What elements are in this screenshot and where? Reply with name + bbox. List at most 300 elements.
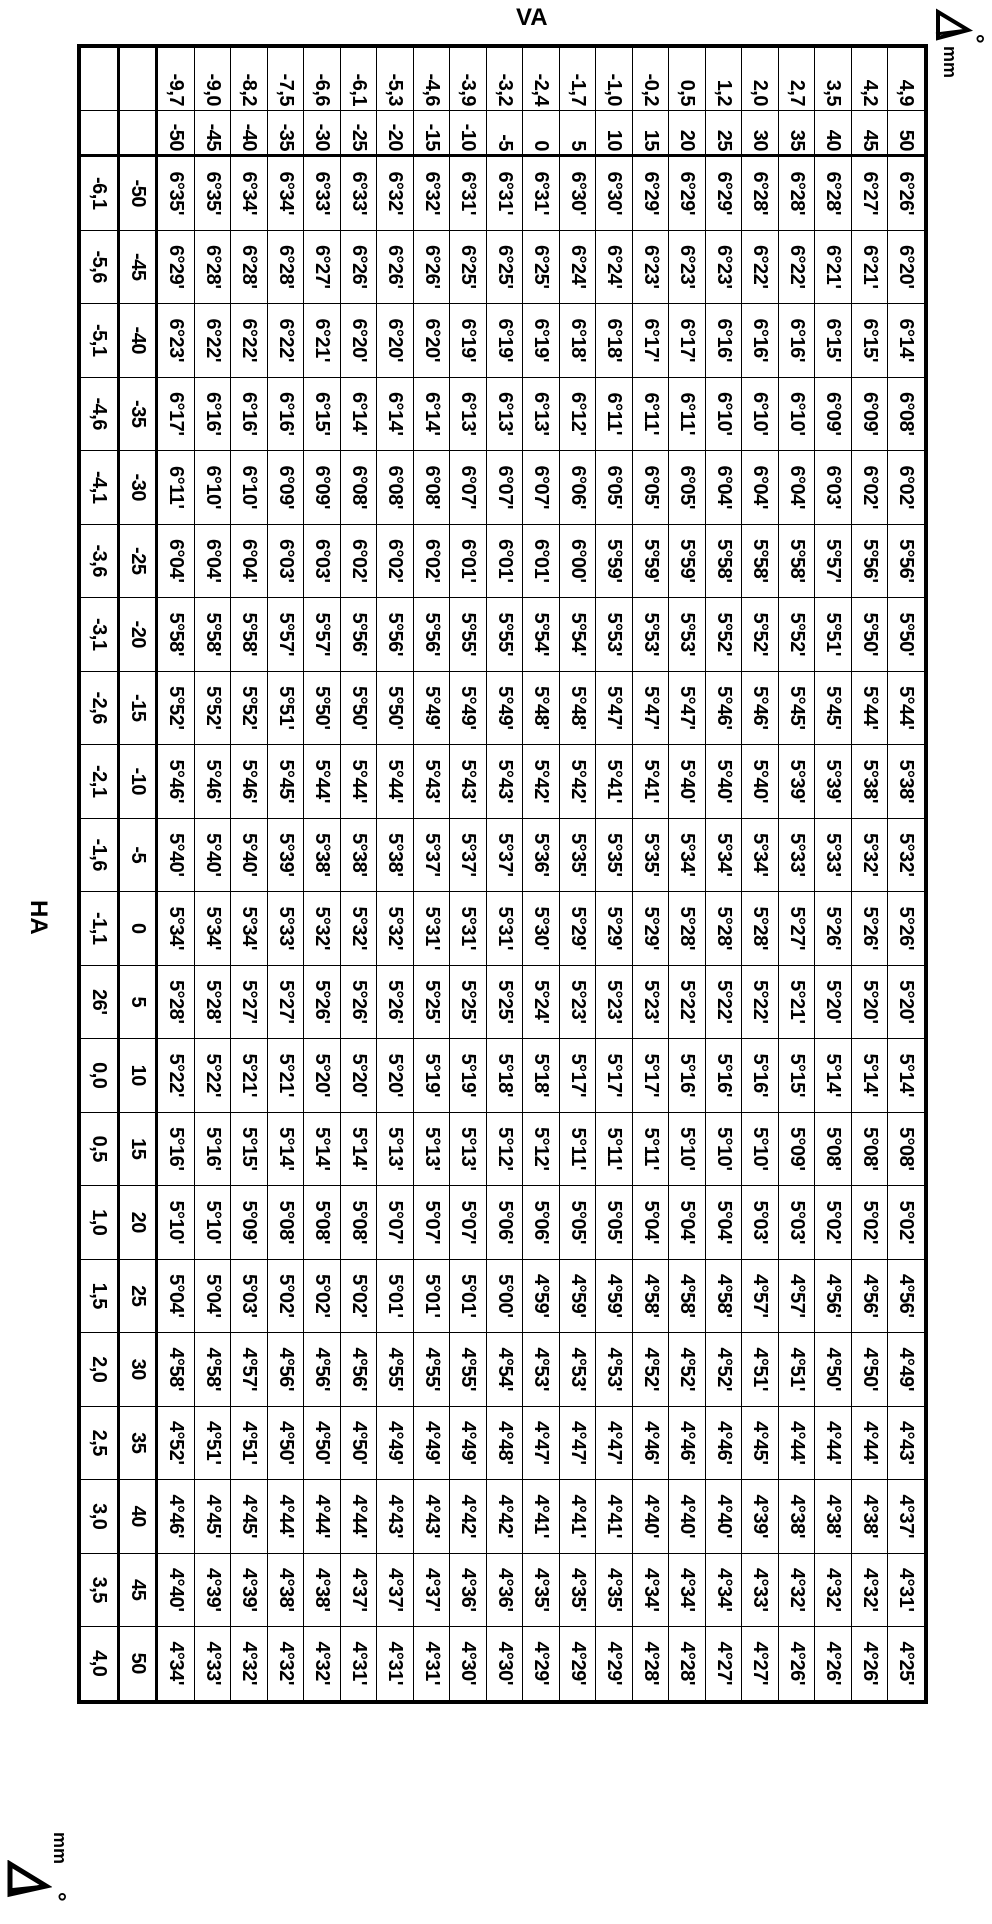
angle-cell: 5°15' [231,1112,268,1186]
angle-cell: 5°22' [742,965,779,1039]
angle-cell: 6°04' [742,451,779,525]
angle-cell: 4°51' [779,1333,816,1407]
angle-cell: 4°26' [852,1627,889,1702]
angle-cell: 6°02' [414,524,451,598]
angle-cell: 4°51' [231,1406,268,1480]
ha-mm-cell: 10 [119,1039,158,1113]
ha-degree-cell: 1,0 [80,1186,119,1260]
angle-cell: 6°23' [633,230,670,304]
angle-cell: 6°22' [779,230,816,304]
angle-cell: 5°12' [523,1112,560,1186]
angle-cell: 5°09' [779,1112,816,1186]
va-mm-cell: -45 [195,111,232,156]
angle-cell: 4°44' [852,1406,889,1480]
angle-cell: 6°02' [852,451,889,525]
angle-cell: 5°56' [341,598,378,672]
angle-cell: 6°19' [487,304,524,378]
angle-cell: 5°12' [487,1112,524,1186]
angle-cell: 6°09' [268,451,305,525]
angle-cell: 4°38' [268,1553,305,1627]
angle-cell: 4°25' [888,1627,926,1702]
va-mm-cell: -20 [377,111,414,156]
angle-cell: 5°55' [450,598,487,672]
angle-cell: 5°35' [633,818,670,892]
angle-cell: 4°44' [304,1480,341,1554]
angle-cell: 4°39' [231,1553,268,1627]
angle-cell: 5°34' [195,892,232,966]
angle-cell: 5°17' [596,1039,633,1113]
va-degree-cell: -1,7 [560,46,597,111]
angle-cell: 5°29' [596,892,633,966]
angle-cell: 4°32' [852,1553,889,1627]
angle-cell: 5°08' [852,1112,889,1186]
angle-cell: 6°02' [888,451,926,525]
angle-cell: 5°04' [669,1186,706,1260]
ha-mm-cell: 25 [119,1259,158,1333]
angle-cell: 6°29' [633,156,670,231]
angle-cell: 4°52' [706,1333,743,1407]
angle-cell: 4°38' [852,1480,889,1554]
angle-cell: 4°49' [414,1406,451,1480]
angle-cell: 5°40' [195,818,232,892]
angle-cell: 5°46' [231,745,268,819]
empty-cell [80,111,119,156]
angle-cell: 6°21' [815,230,852,304]
angle-cell: 4°52' [633,1333,670,1407]
angle-cell: 5°11' [596,1112,633,1186]
va-degree-cell: -6,6 [304,46,341,111]
angle-cell: 6°14' [414,377,451,451]
angle-cell: 4°29' [560,1627,597,1702]
angle-cell: 5°38' [377,818,414,892]
angle-cell: 6°16' [195,377,232,451]
angle-cell: 6°14' [888,304,926,378]
va-mm-cell: -35 [268,111,305,156]
angle-cell: 4°56' [341,1333,378,1407]
angle-cell: 5°44' [304,745,341,819]
angle-cell: 6°02' [341,524,378,598]
va-mm-cell: 30 [742,111,779,156]
angle-cell: 5°19' [450,1039,487,1113]
angle-cell: 5°04' [633,1186,670,1260]
angle-cell: 5°20' [888,965,926,1039]
va-mm-cell: 0 [523,111,560,156]
angle-cell: 6°21' [852,230,889,304]
angle-cell: 6°04' [706,451,743,525]
angle-cell: 5°36' [523,818,560,892]
angle-cell: 5°46' [742,671,779,745]
angle-cell: 5°25' [487,965,524,1039]
empty-cell [119,46,158,111]
angle-cell: 5°58' [157,598,195,672]
angle-cell: 5°16' [706,1039,743,1113]
angle-cell: 5°26' [815,892,852,966]
angle-cell: 5°45' [779,671,816,745]
va-mm-cell: -5 [487,111,524,156]
ha-mm-cell: 50 [119,1627,158,1702]
ha-degree-cell: 3,5 [80,1553,119,1627]
angle-cell: 4°55' [450,1333,487,1407]
angle-cell: 4°45' [742,1406,779,1480]
table-row [341,46,378,1702]
angle-cell: 6°00' [560,524,597,598]
va-mm-cell: 45 [852,111,889,156]
angle-cell: 5°13' [414,1112,451,1186]
va-degree-cell: -3,9 [450,46,487,111]
angle-cell: 5°45' [268,745,305,819]
angle-cell: 4°32' [779,1553,816,1627]
ha-degree-cell: -1,1 [80,892,119,966]
angle-cell: 6°26' [888,156,926,231]
angle-cell: 5°05' [596,1186,633,1260]
angle-cell: 5°20' [304,1039,341,1113]
angle-cell: 6°04' [231,524,268,598]
angle-cell: 4°46' [706,1406,743,1480]
angle-cell: 5°49' [487,671,524,745]
angle-cell: 4°26' [815,1627,852,1702]
angle-cell: 5°34' [157,892,195,966]
angle-cell: 4°39' [195,1553,232,1627]
va-degree-cell: 4,9 [888,46,926,111]
ha-mm-cell: 30 [119,1333,158,1407]
angle-cell: 6°30' [560,156,597,231]
va-degree-cell: 0,5 [669,46,706,111]
angle-cell: 6°29' [706,156,743,231]
angle-cell: 6°28' [268,230,305,304]
ha-mm-cell: 5 [119,965,158,1039]
angle-cell: 6°10' [706,377,743,451]
angle-cell: 5°21' [779,965,816,1039]
ha-degree-cell: 0,5 [80,1112,119,1186]
angle-cell: 4°35' [596,1553,633,1627]
angle-cell: 5°06' [523,1186,560,1260]
angle-cell: 4°37' [888,1480,926,1554]
angle-cell: 6°06' [560,451,597,525]
table-row [815,46,852,1702]
ha-mm-cell: 35 [119,1406,158,1480]
angle-cell: 5°59' [633,524,670,598]
angle-cell: 6°23' [669,230,706,304]
angle-cell: 6°20' [414,304,451,378]
angle-cell: 6°09' [852,377,889,451]
angle-cell: 5°02' [852,1186,889,1260]
angle-cell: 5°55' [487,598,524,672]
empty-cell [119,111,158,156]
prism-angle-table [78,44,929,1704]
angle-cell: 4°35' [560,1553,597,1627]
ha-degree-cell: -1,6 [80,818,119,892]
table-row [268,46,305,1702]
angle-cell: 6°28' [779,156,816,231]
ha-degree-cell: -3,6 [80,524,119,598]
angle-cell: 4°47' [596,1406,633,1480]
angle-cell: 6°07' [450,451,487,525]
angle-cell: 4°47' [523,1406,560,1480]
angle-cell: 5°52' [195,671,232,745]
angle-cell: 5°16' [157,1112,195,1186]
angle-cell: 5°03' [779,1186,816,1260]
ha-mm-row [119,46,158,1702]
angle-cell: 5°02' [304,1259,341,1333]
angle-cell: 5°57' [268,598,305,672]
angle-cell: 6°05' [633,451,670,525]
angle-cell: 5°58' [706,524,743,598]
va-degree-cell: -1,0 [596,46,633,111]
angle-cell: 4°58' [157,1333,195,1407]
angle-cell: 6°09' [304,451,341,525]
angle-cell: 5°38' [304,818,341,892]
angle-cell: 5°07' [450,1186,487,1260]
angle-cell: 5°47' [633,671,670,745]
va-degree-cell: 4,2 [852,46,889,111]
angle-cell: 4°31' [888,1553,926,1627]
angle-cell: 5°56' [888,524,926,598]
angle-cell: 4°40' [157,1553,195,1627]
angle-cell: 6°15' [815,304,852,378]
angle-cell: 5°50' [341,671,378,745]
angle-cell: 5°05' [560,1186,597,1260]
angle-cell: 4°31' [377,1627,414,1702]
table-row [304,46,341,1702]
angle-cell: 6°01' [487,524,524,598]
va-degree-cell: 2,0 [742,46,779,111]
angle-cell: 4°59' [596,1259,633,1333]
angle-cell: 5°46' [157,745,195,819]
angle-cell: 4°43' [888,1406,926,1480]
angle-cell: 5°34' [706,818,743,892]
angle-cell: 4°29' [523,1627,560,1702]
angle-cell: 4°45' [195,1480,232,1554]
angle-cell: 6°22' [742,230,779,304]
angle-cell: 5°38' [852,745,889,819]
angle-cell: 6°04' [157,524,195,598]
angle-cell: 6°26' [414,230,451,304]
angle-cell: 4°57' [742,1259,779,1333]
angle-cell: 4°58' [706,1259,743,1333]
angle-cell: 5°37' [414,818,451,892]
angle-cell: 5°53' [669,598,706,672]
angle-cell: 5°10' [157,1186,195,1260]
angle-cell: 4°46' [157,1480,195,1554]
ha-mm-cell: 45 [119,1553,158,1627]
angle-cell: 5°46' [706,671,743,745]
corner-legend-top [930,8,990,98]
angle-cell: 5°03' [231,1259,268,1333]
angle-cell: 5°58' [195,598,232,672]
ha-degree-cell: 0,0 [80,1039,119,1113]
angle-cell: 4°32' [231,1627,268,1702]
angle-cell: 5°58' [231,598,268,672]
angle-cell: 6°33' [341,156,378,231]
angle-cell: 4°27' [742,1627,779,1702]
angle-cell: 6°35' [157,156,195,231]
table-row [742,46,779,1702]
va-mm-cell: 10 [596,111,633,156]
va-degree-cell: -0,2 [633,46,670,111]
angle-cell: 5°14' [852,1039,889,1113]
angle-cell: 5°38' [341,818,378,892]
angle-cell: 5°44' [341,745,378,819]
angle-cell: 5°02' [888,1186,926,1260]
ha-mm-cell: 20 [119,1186,158,1260]
angle-cell: 4°44' [268,1480,305,1554]
va-degree-cell: -8,2 [231,46,268,111]
angle-cell: 5°44' [377,745,414,819]
angle-cell: 5°02' [268,1259,305,1333]
angle-cell: 5°56' [414,598,451,672]
angle-cell: 4°33' [742,1553,779,1627]
angle-cell: 5°50' [888,598,926,672]
angle-cell: 4°59' [560,1259,597,1333]
angle-cell: 6°26' [341,230,378,304]
va-degree-cell: -3,2 [487,46,524,111]
va-degree-cell: -9,0 [195,46,232,111]
angle-cell: 4°56' [888,1259,926,1333]
angle-cell: 5°33' [268,892,305,966]
angle-cell: 5°26' [888,892,926,966]
angle-cell: 5°30' [523,892,560,966]
table-row [888,46,926,1702]
angle-cell: 5°11' [560,1112,597,1186]
ha-degree-cell: 1,5 [80,1259,119,1333]
angle-cell: 6°20' [341,304,378,378]
angle-cell: 6°12' [560,377,597,451]
angle-cell: 5°52' [231,671,268,745]
angle-cell: 5°56' [852,524,889,598]
angle-cell: 4°42' [487,1480,524,1554]
va-mm-cell: 15 [633,111,670,156]
angle-cell: 5°31' [414,892,451,966]
angle-cell: 6°18' [596,304,633,378]
angle-cell: 4°37' [377,1553,414,1627]
table-row [377,46,414,1702]
angle-cell: 5°59' [669,524,706,598]
angle-cell: 4°35' [523,1553,560,1627]
angle-cell: 4°49' [888,1333,926,1407]
angle-cell: 6°25' [523,230,560,304]
angle-cell: 6°33' [304,156,341,231]
ha-degree-cell: 4,0 [80,1627,119,1702]
angle-cell: 5°53' [633,598,670,672]
angle-cell: 4°41' [523,1480,560,1554]
angle-cell: 5°51' [815,598,852,672]
angle-cell: 5°34' [669,818,706,892]
angle-cell: 5°10' [706,1112,743,1186]
ha-mm-cell: -45 [119,230,158,304]
table-row [231,46,268,1702]
angle-cell: 5°53' [596,598,633,672]
va-mm-cell: 20 [669,111,706,156]
angle-cell: 4°28' [669,1627,706,1702]
angle-cell: 5°22' [669,965,706,1039]
angle-cell: 4°56' [268,1333,305,1407]
angle-cell: 5°07' [377,1186,414,1260]
angle-cell: 4°51' [742,1333,779,1407]
angle-cell: 4°34' [633,1553,670,1627]
angle-cell: 5°14' [304,1112,341,1186]
angle-cell: 5°14' [268,1112,305,1186]
ha-degree-cell: -4,1 [80,451,119,525]
table-row [669,46,706,1702]
angle-cell: 6°01' [523,524,560,598]
angle-cell: 4°32' [304,1627,341,1702]
angle-cell: 5°28' [195,965,232,1039]
angle-cell: 4°31' [341,1627,378,1702]
angle-cell: 5°48' [560,671,597,745]
angle-cell: 5°56' [377,598,414,672]
angle-cell: 6°24' [596,230,633,304]
table-row [487,46,524,1702]
angle-cell: 4°50' [341,1406,378,1480]
angle-cell: 6°10' [742,377,779,451]
angle-cell: 5°23' [596,965,633,1039]
angle-cell: 5°14' [888,1039,926,1113]
angle-cell: 5°27' [231,965,268,1039]
angle-cell: 5°48' [523,671,560,745]
angle-cell: 5°50' [852,598,889,672]
angle-cell: 6°32' [377,156,414,231]
angle-cell: 4°55' [377,1333,414,1407]
angle-cell: 6°25' [487,230,524,304]
ha-degree-cell: -6,1 [80,156,119,231]
ha-mm-cell: -20 [119,598,158,672]
angle-cell: 6°28' [195,230,232,304]
va-degree-cell: 3,5 [815,46,852,111]
angle-cell: 6°21' [304,304,341,378]
angle-cell: 6°05' [596,451,633,525]
angle-cell: 5°35' [560,818,597,892]
angle-cell: 4°45' [231,1480,268,1554]
angle-cell: 6°10' [231,451,268,525]
angle-cell: 6°08' [377,451,414,525]
angle-cell: 6°20' [377,304,414,378]
angle-cell: 6°31' [450,156,487,231]
ha-degree-cell: -2,6 [80,671,119,745]
angle-cell: 5°54' [560,598,597,672]
angle-cell: 5°43' [414,745,451,819]
angle-cell: 5°32' [341,892,378,966]
angle-cell: 5°32' [377,892,414,966]
angle-cell: 5°02' [815,1186,852,1260]
angle-cell: 5°23' [560,965,597,1039]
angle-cell: 5°37' [450,818,487,892]
angle-cell: 5°39' [268,818,305,892]
va-degree-cell: -9,7 [157,46,195,111]
angle-cell: 4°53' [596,1333,633,1407]
angle-cell: 4°52' [669,1333,706,1407]
angle-cell: 5°22' [195,1039,232,1113]
angle-cell: 6°08' [888,377,926,451]
angle-cell: 5°46' [195,745,232,819]
angle-cell: 5°31' [487,892,524,966]
angle-cell: 4°43' [377,1480,414,1554]
angle-cell: 4°53' [523,1333,560,1407]
table-row [852,46,889,1702]
angle-cell: 6°16' [231,377,268,451]
angle-cell: 6°26' [377,230,414,304]
angle-cell: 6°08' [341,451,378,525]
angle-cell: 4°36' [450,1553,487,1627]
angle-cell: 6°28' [742,156,779,231]
angle-cell: 5°26' [304,965,341,1039]
table-row [414,46,451,1702]
angle-cell: 5°25' [450,965,487,1039]
corner-legend-bottom [2,1830,72,1920]
angle-cell: 5°22' [706,965,743,1039]
angle-cell: 5°10' [669,1112,706,1186]
angle-cell: 4°54' [487,1333,524,1407]
angle-cell: 5°47' [596,671,633,745]
